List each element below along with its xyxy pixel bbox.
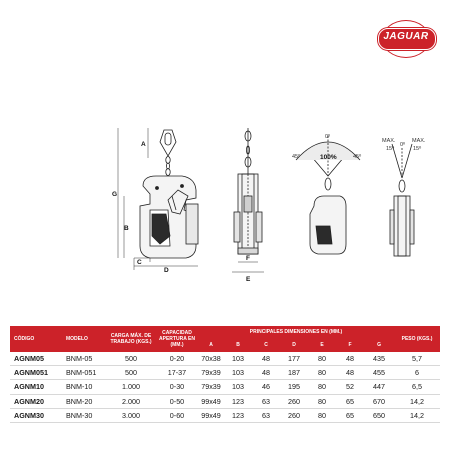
cell-dim-f: 52 xyxy=(336,380,364,394)
header-dim-d: D xyxy=(280,338,308,352)
cell-peso: 5,7 xyxy=(394,352,440,366)
side-view-clamp xyxy=(234,128,262,254)
header-dim-e: E xyxy=(308,338,336,352)
cell-dim-g: 435 xyxy=(364,352,394,366)
cell-dim-b: 103 xyxy=(224,366,252,380)
cell-capacidad: 0-50 xyxy=(156,394,198,408)
cell-dim-a: 99x49 xyxy=(198,394,224,408)
cell-carga: 500 xyxy=(106,352,156,366)
cell-codigo: AGNM05 xyxy=(10,352,62,366)
cell-dim-a: 79x39 xyxy=(198,366,224,380)
cell-peso: 14,2 xyxy=(394,394,440,408)
cell-dim-a: 99x49 xyxy=(198,408,224,422)
header-dim-a: A xyxy=(198,338,224,352)
front-view-clamp xyxy=(140,130,198,258)
max-deg-right-label: 15º xyxy=(413,146,422,152)
angle-left-label: 45º xyxy=(292,154,301,160)
cell-dim-e: 80 xyxy=(308,352,336,366)
cell-modelo: BNM-05 xyxy=(62,352,106,366)
cell-codigo: AGNM30 xyxy=(10,408,62,422)
cell-modelo: BNM-051 xyxy=(62,366,106,380)
cell-peso: 6,5 xyxy=(394,380,440,394)
cell-dim-c: 63 xyxy=(252,394,280,408)
cell-dim-g: 455 xyxy=(364,366,394,380)
cell-dim-a: 70x38 xyxy=(198,352,224,366)
cell-dim-d: 177 xyxy=(280,352,308,366)
header-dim-c: C xyxy=(252,338,280,352)
cell-carga: 3.000 xyxy=(106,408,156,422)
max-right-label: MAX. xyxy=(412,138,426,144)
front-label-b: B xyxy=(124,225,129,232)
angle-right-label: 45º xyxy=(353,154,362,160)
cell-carga: 1.000 xyxy=(106,380,156,394)
front-label-g: G xyxy=(112,191,118,198)
header-dim-g: G xyxy=(364,338,394,352)
cell-dim-g: 650 xyxy=(364,408,394,422)
cell-peso: 14,2 xyxy=(394,408,440,422)
cell-codigo: AGNM051 xyxy=(10,366,62,380)
cell-carga: 2.000 xyxy=(106,394,156,408)
table-row xyxy=(10,408,440,422)
side-label-f: F xyxy=(246,255,250,262)
cell-dim-c: 48 xyxy=(252,366,280,380)
cell-dim-d: 187 xyxy=(280,366,308,380)
cell-capacidad: 0-60 xyxy=(156,408,198,422)
header-dimensiones: PRINCIPALES DIMENSIONES EN (MM.) xyxy=(198,326,394,338)
cell-dim-e: 80 xyxy=(308,408,336,422)
table-row xyxy=(10,352,440,366)
cell-dim-b: 103 xyxy=(224,352,252,366)
front-label-d: D xyxy=(164,267,169,274)
side-dimension-lines xyxy=(232,262,264,272)
cell-capacidad: 0-20 xyxy=(156,352,198,366)
cell-modelo: BNM-10 xyxy=(62,380,106,394)
cell-dim-c: 63 xyxy=(252,408,280,422)
cell-dim-e: 80 xyxy=(308,366,336,380)
angle-center-label: 100% xyxy=(320,154,337,161)
cell-modelo: BNM-20 xyxy=(62,394,106,408)
cell-dim-e: 80 xyxy=(308,380,336,394)
max-deg-left-label: 15º xyxy=(386,146,395,152)
cell-dim-b: 123 xyxy=(224,394,252,408)
header-carga: CARGA MÁX. DE TRABAJO (KGS.) xyxy=(106,326,156,352)
header-codigo: CÓDIGO xyxy=(10,326,62,352)
table-row xyxy=(10,394,440,408)
max-angle-diagram xyxy=(390,144,414,256)
cell-capacidad: 17-37 xyxy=(156,366,198,380)
cell-capacidad: 0-30 xyxy=(156,380,198,394)
cell-dim-d: 260 xyxy=(280,408,308,422)
table-header-row xyxy=(10,326,440,338)
cell-peso: 6 xyxy=(394,366,440,380)
max-deg-top-label: 0º xyxy=(400,142,406,148)
header-dim-b: B xyxy=(224,338,252,352)
header-capacidad: CAPACIDAD APERTURA EN (MM.) xyxy=(156,326,198,352)
cell-dim-d: 195 xyxy=(280,380,308,394)
cell-dim-b: 103 xyxy=(224,380,252,394)
cell-carga: 500 xyxy=(106,366,156,380)
cell-dim-f: 48 xyxy=(336,366,364,380)
cell-codigo: AGNM10 xyxy=(10,380,62,394)
spec-table xyxy=(10,326,440,423)
cell-dim-c: 46 xyxy=(252,380,280,394)
cell-dim-c: 48 xyxy=(252,352,280,366)
front-label-c: C xyxy=(137,259,142,266)
cell-modelo: BNM-30 xyxy=(62,408,106,422)
cell-dim-b: 123 xyxy=(224,408,252,422)
cell-dim-g: 670 xyxy=(364,394,394,408)
cell-dim-f: 48 xyxy=(336,352,364,366)
angle-top-label: 0º xyxy=(325,134,331,140)
max-left-label: MAX. xyxy=(382,138,396,144)
side-label-e: E xyxy=(246,276,251,283)
cell-dim-g: 447 xyxy=(364,380,394,394)
header-peso: PESO (KGS.) xyxy=(394,326,440,352)
header-modelo: MODELO xyxy=(62,326,106,352)
header-dim-f: F xyxy=(336,338,364,352)
cell-dim-f: 65 xyxy=(336,394,364,408)
cell-dim-d: 260 xyxy=(280,394,308,408)
table-row xyxy=(10,366,440,380)
cell-dim-a: 79x39 xyxy=(198,380,224,394)
table-row xyxy=(10,380,440,394)
cell-dim-e: 80 xyxy=(308,394,336,408)
cell-dim-f: 65 xyxy=(336,408,364,422)
cell-codigo: AGNM20 xyxy=(10,394,62,408)
logo-text: JAGUAR xyxy=(383,31,429,42)
front-label-a: A xyxy=(141,141,146,148)
